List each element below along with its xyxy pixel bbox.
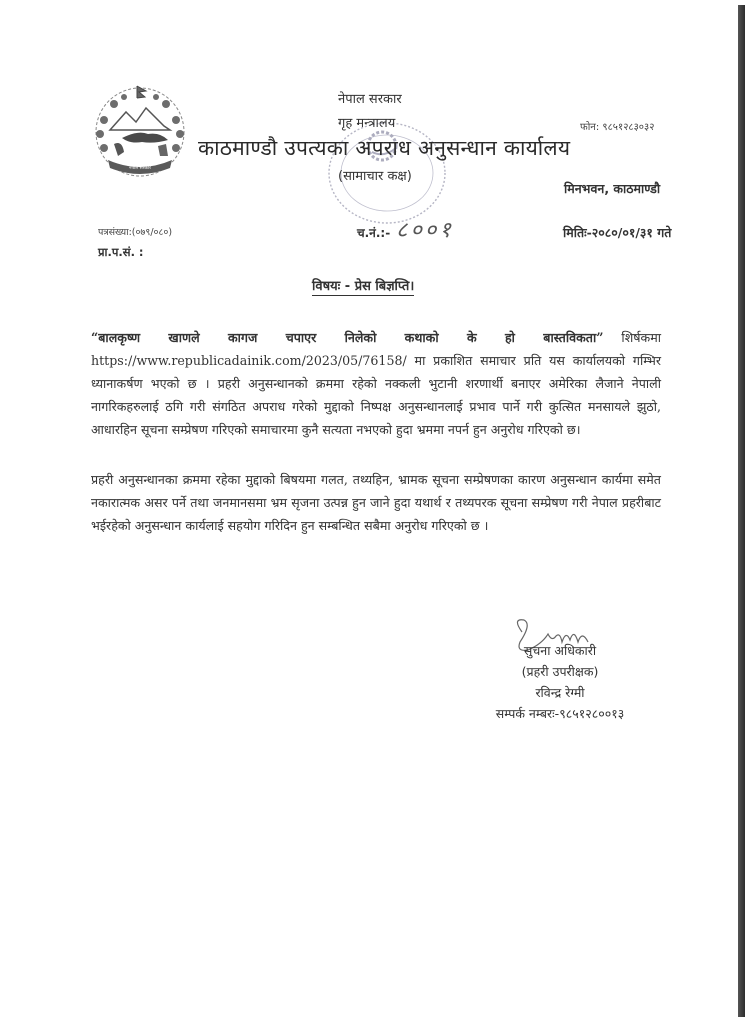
letter-date: मितिः-२०८०/०१/३१ गते	[563, 225, 672, 240]
government-name: नेपाल सरकार	[338, 92, 402, 107]
office-title: काठमाण्डौ उपत्यका अपराध अनुसन्धान कार्यालय	[198, 136, 571, 160]
article-headline: “बालकृष्ण खाणले कागज चपाएर निलेको कथाको के हो बास्तविकता”	[91, 330, 604, 345]
signatory-rank: (प्रहरी उपरीक्षक)	[521, 664, 599, 679]
letter-number: पत्रसंख्या:(०७९/०८०)	[98, 227, 173, 238]
emblem-motto: नेपाल सरकार	[128, 166, 152, 171]
scan-edge-shadow	[738, 5, 745, 1017]
dispatch-number-label: च.नं.:-	[357, 226, 391, 240]
contact-number: सम्पर्क नम्बरः-९८५१२८००१३	[495, 706, 625, 721]
nepal-emblem-logo	[88, 82, 192, 182]
office-address: मिनभवन, काठमाण्डौ	[564, 181, 661, 196]
signature-block	[470, 640, 650, 724]
signatory-name: रविन्द्र रेग्मी	[535, 685, 585, 700]
section-name: (सामाचार कक्ष)	[338, 169, 412, 184]
paragraph-1-text: शिर्षकमा https://www.republicadainik.com/2023/05/76158/ मा प्रकाशित समाचार प्रति यस कार्यालयको गम्भिर ध्यानाकर्षण भएको छ । प्रहरी अनुसन्धानको क्रममा रहेको नक्कली भुटानी शरणार्थी बनाएर अमेरिका लैजाने नेपाली नागरिकहरुलाई ठगि गरी संगठित अपराध गरेको मुद्दाको निष्पक्ष अनुसन्धानलाई प्रभाव पार्ने गरी कुत्सित मनसायले झुठो, आधारहिन सूचना सम्प्रेषण गरिएको समाचारमा कुनै सत्यता नभएको हुदा भ्रममा नपर्न हुन अनुरोध गरिएको छ।	[91, 330, 661, 437]
body-paragraph-2: प्रहरी अनुसन्धानका क्रममा रहेका मुद्दाको बिषयमा गलत, तथ्यहिन, भ्रामक सूचना सम्प्रेषणका कारण अनुसन्धान कार्यमा समेत नकारात्मक असर पर्ने तथा जनमानसमा भ्रम सृजना उत्पन्न हुन जाने हुदा यथार्थ र तथ्यपरक सूचना सम्प्रेषण गरी नेपाल प्रहरीबाट भईरहेको अनुसन्धान कार्यलाई सहयोग गरिदिन हुन सम्बन्धित सबैमा अनुरोध गरिएको छ ।	[91, 472, 661, 533]
body-paragraph-1	[91, 326, 661, 441]
phone-number: फोन: ९८५१२८३०३२	[580, 122, 655, 133]
dispatch-number-handwritten: ८००१	[396, 218, 454, 243]
signatory-title: सुचना अधिकारी	[523, 643, 597, 658]
subject-heading: विषयः - प्रेस बिज्ञप्ति।	[312, 276, 414, 296]
ministry-name: गृह मन्त्रालय	[338, 116, 396, 131]
prps-reference: प्रा.प.सं. :	[98, 245, 144, 259]
